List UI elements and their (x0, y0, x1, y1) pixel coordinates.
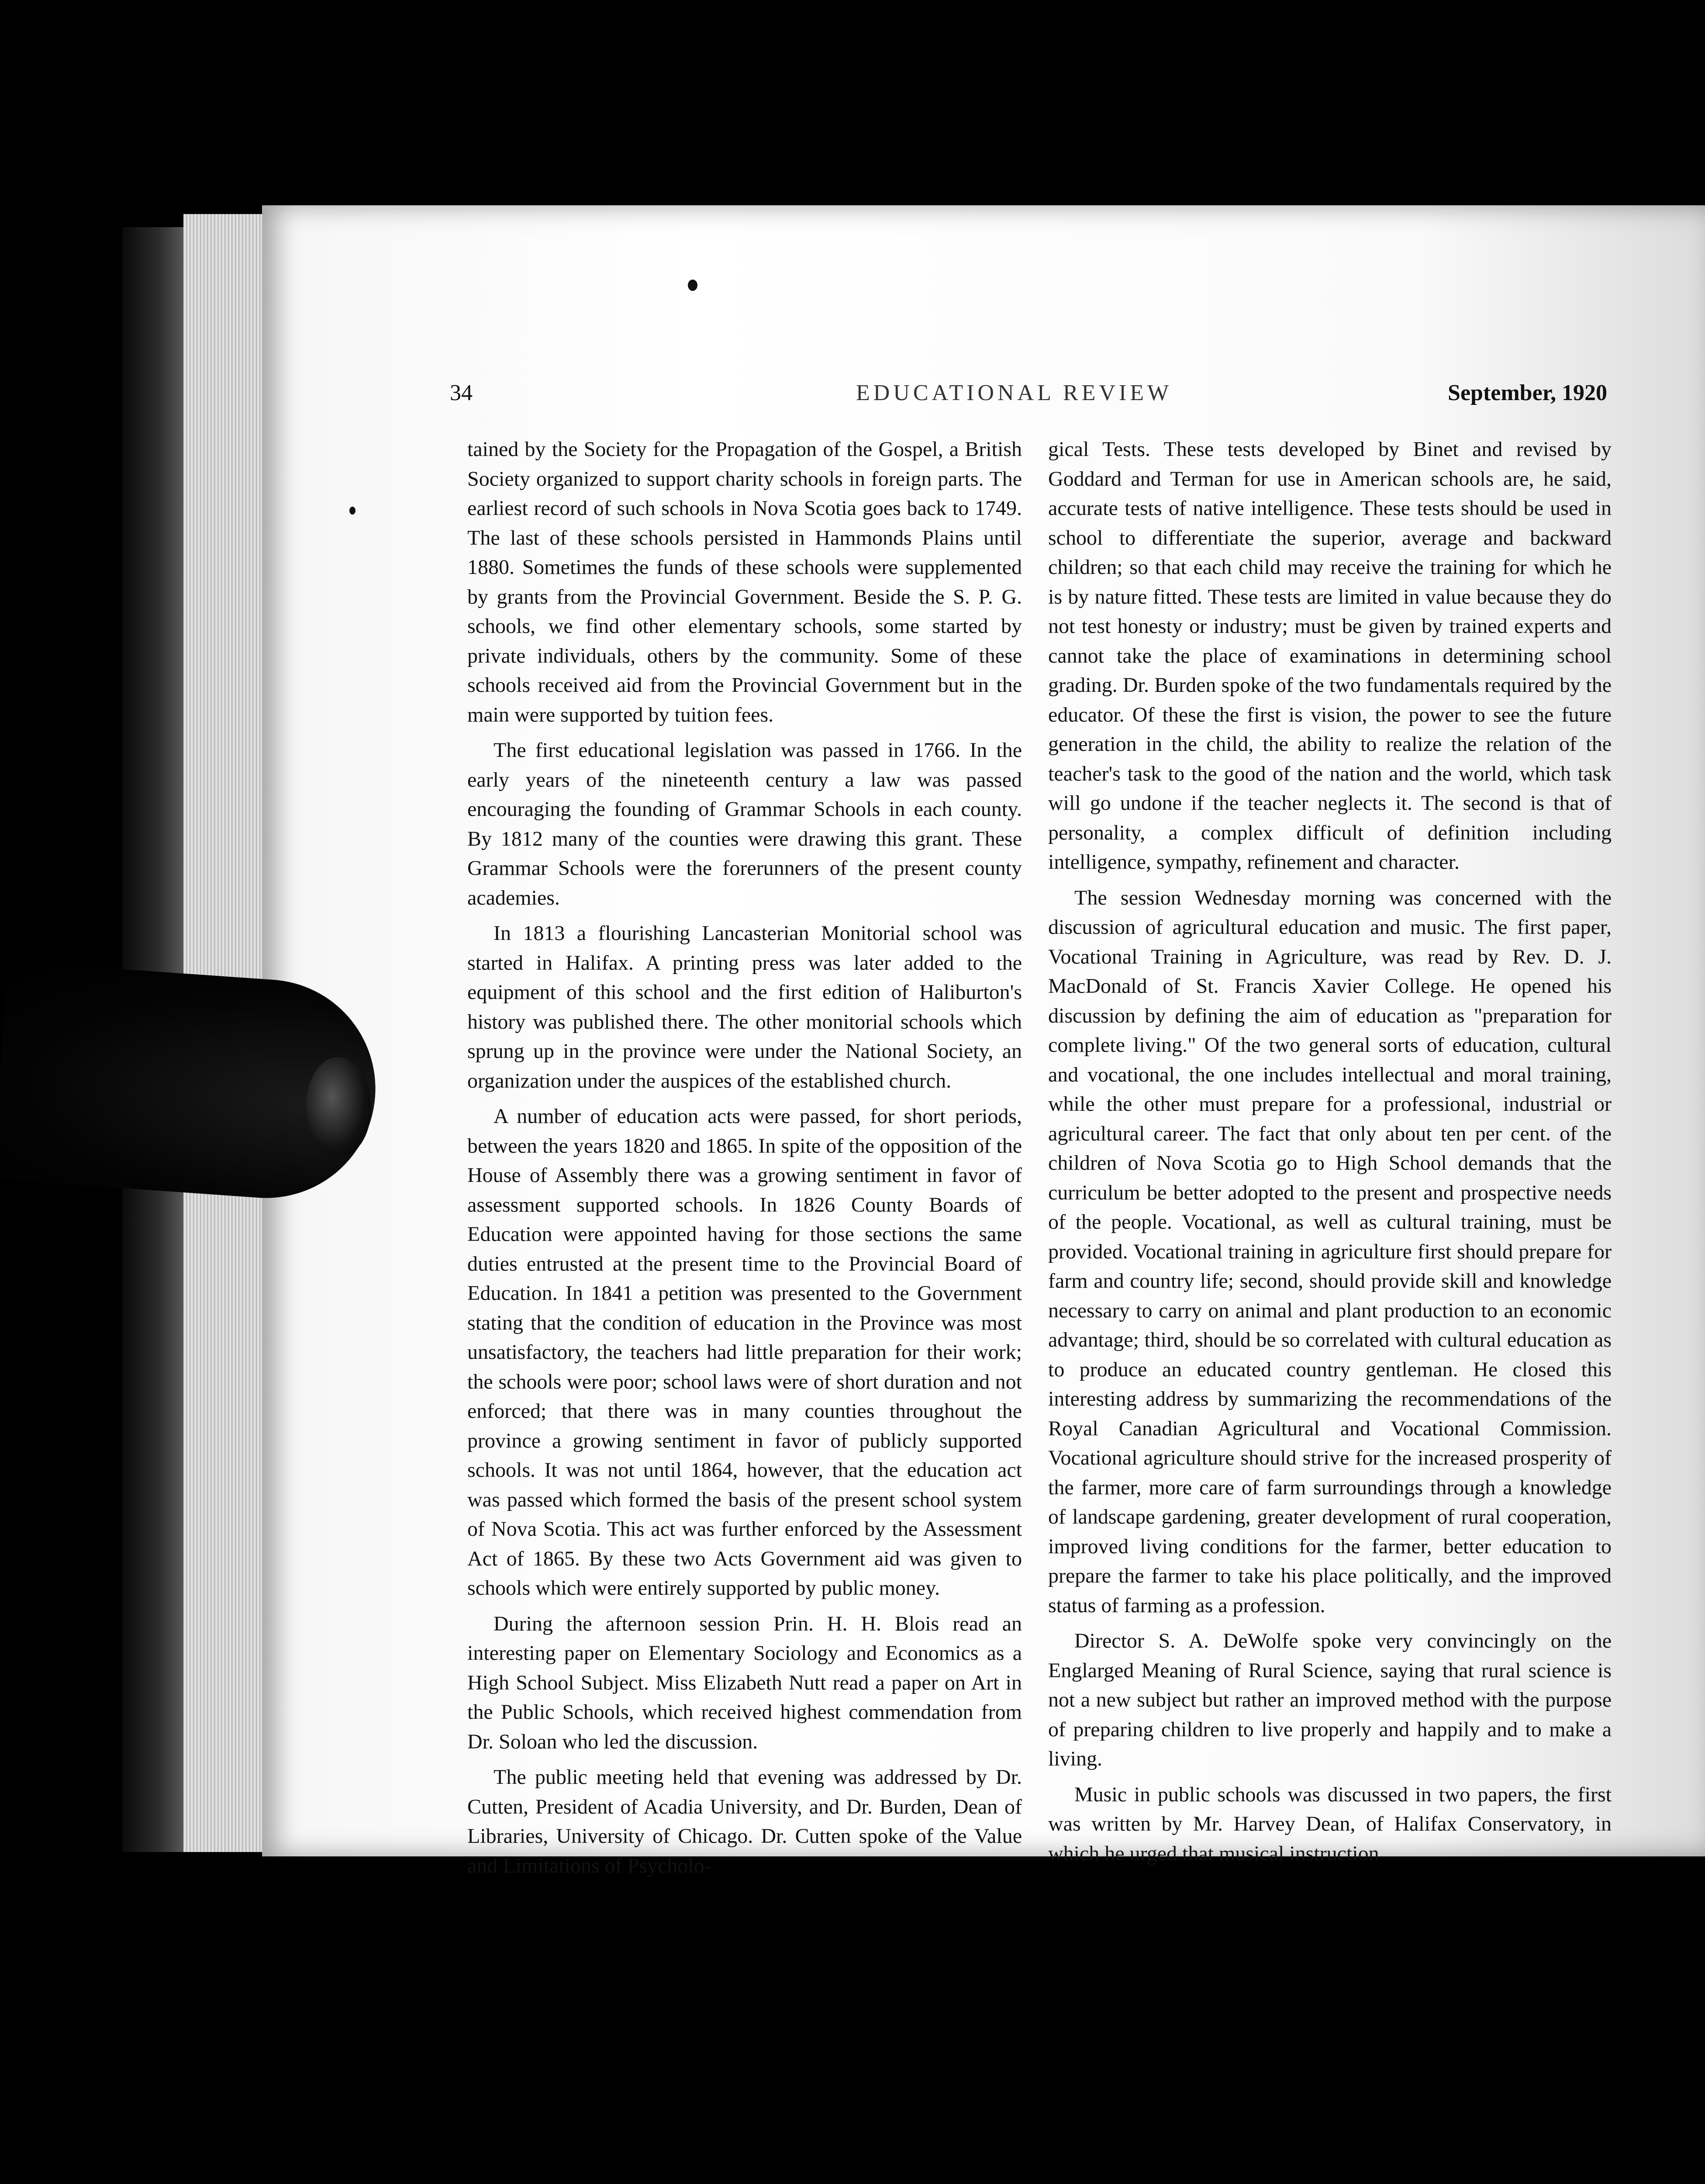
ink-speck (349, 507, 355, 515)
paragraph: The public meeting held that evening was addressed by Dr. Cutten, President of Acadia University, and Dr. Burden, Dean of Libraries, University of Chicago. Dr. Cutten spoke of the Value and Limitations of Psycholo- (467, 1766, 1022, 1877)
right-column (1048, 435, 1612, 1874)
finger-tip (306, 1057, 371, 1158)
paragraph: gical Tests. These tests developed by Binet and revised by Goddard and Terman for use in American schools are, he said, accurate tests of native intelligence. These tests should be used in school to differentiate the superior, average and backward children; so that each child may receive the training for which he is by nature fitted. These tests are limited in value because they do not test honesty or industry; must be given by trained experts and cannot take the place of examinations in determining school grading. Dr. Burden spoke of the two fundamentals required by the educator. Of these the first is vision, the power to see the future generation in the child, the ability to realize the relation of the teacher's task to the good of the nation and the world, which task will go undone if the teacher neglects it. The second is that of personality, a complex difficult of definition including intelligence, sympathy, refinement and character. (1048, 438, 1612, 874)
page-number: 34 (450, 380, 473, 405)
paragraph: tained by the Society for the Propagation of the Gospel, a British Society organized to support charity schools in foreign parts. The earliest record of such schools in Nova Scotia goes back to 1749. The last of these schools persisted in Hammonds Plains until 1880. Sometimes the funds of these schools were supplemented by grants from the Provincial Government. Beside the S. P. G. schools, we find other elementary schools, some started by private individuals, others by the community. Some of these schools received aid from the Provincial Government but in the main were supported by tuition fees. (467, 438, 1022, 726)
journal-title: EDUCATIONAL REVIEW (856, 380, 1173, 405)
left-column (467, 435, 1022, 1887)
running-header (450, 371, 1607, 415)
paragraph: During the afternoon session Prin. H. H. Blois read an interesting paper on Elementary Sociology and Economics as a High School Subject. Miss Elizabeth Nutt read a paper on Art in the Public Schools, which received highest commendation from Dr. Soloan who led the discussion. (467, 1612, 1022, 1753)
paragraph: Music in public schools was discussed in two papers, the first was written by Mr. Harvey Dean, of Halifax Conservatory, in which he urged that musical instruction (1048, 1783, 1612, 1865)
paragraph: Director S. A. DeWolfe spoke very convincingly on the Englarged Meaning of Rural Science, saying that rural science is not a new subject but rather an improved method with the purpose of preparing children to live properly and happily and to make a living. (1048, 1629, 1612, 1770)
paragraph: A number of education acts were passed, for short periods, between the years 1820 and 1865. In spite of the opposition of the House of Assembly there was a growing sentiment in favor of assessment supported schools. In 1826 County Boards of Education were appointed having for those sections the same duties entrusted at the present time to the Provincial Board of Education. In 1841 a petition was presented to the Government stating that the condition of education in the Province was most unsatisfactory, the teachers had little preparation for their work; the schools were poor; school laws were of short duration and not enforced; that there was in many counties throughout the province a growing sentiment in favor of publicly supported schools. It was not until 1864, however, that the education act was passed which formed the basis of the present school system of Nova Scotia. This act was further enforced by the Assessment Act of 1865. By these two Acts Government aid was given to schools which were entirely supported by public money. (467, 1105, 1022, 1600)
issue-date: September, 1920 (1448, 380, 1607, 405)
paragraph: In 1813 a flourishing Lancasterian Monitorial school was started in Halifax. A printing press was later added to the equipment of this school and the first edition of Haliburton's history was published there. The other monitorial schools which sprung up in the province were under the National Society, an organization under the auspices of the established church. (467, 922, 1022, 1092)
paragraph: The first educational legislation was passed in 1766. In the early years of the nineteenth century a law was passed encouraging the founding of Grammar Schools in each county. By 1812 many of the counties were drawing this grant. These Grammar Schools were the forerunners of the present county academies. (467, 739, 1022, 909)
ink-speck (688, 280, 697, 291)
paragraph: The session Wednesday morning was concerned with the discussion of agricultural education and music. The first paper, Vocational Training in Agriculture, was read by Rev. D. J. MacDonald of St. Francis Xavier College. He opened his discussion by defining the aim of education as "preparation for complete living." Of the two general sorts of education, cultural and vocational, the one includes intellectual and moral training, while the other must prepare for a professional, industrial or agricultural career. The fact that only about ten per cent. of the children of Nova Scotia go to High School demands that the curriculum be better adopted to the present and prospective needs of the people. Vocational, as well as cultural training, must be provided. Vocational training in agriculture first should prepare for farm and country life; second, should provide skill and knowledge necessary to carry on animal and plant production to an economic advantage; third, should be so correlated with cultural education as to produce an educated country gentleman. He closed this interesting address by summarizing the recommendations of the Royal Canadian Agricultural and Vocational Commission. Vocational agriculture should strive for the increased prosperity of the farmer, more care of farm surroundings through a knowledge of landscape gardening, greater development of rural cooperation, improved living conditions for the farmer, better education to prepare the farmer to take his place politically, and the improved status of farming as a profession. (1048, 886, 1612, 1617)
